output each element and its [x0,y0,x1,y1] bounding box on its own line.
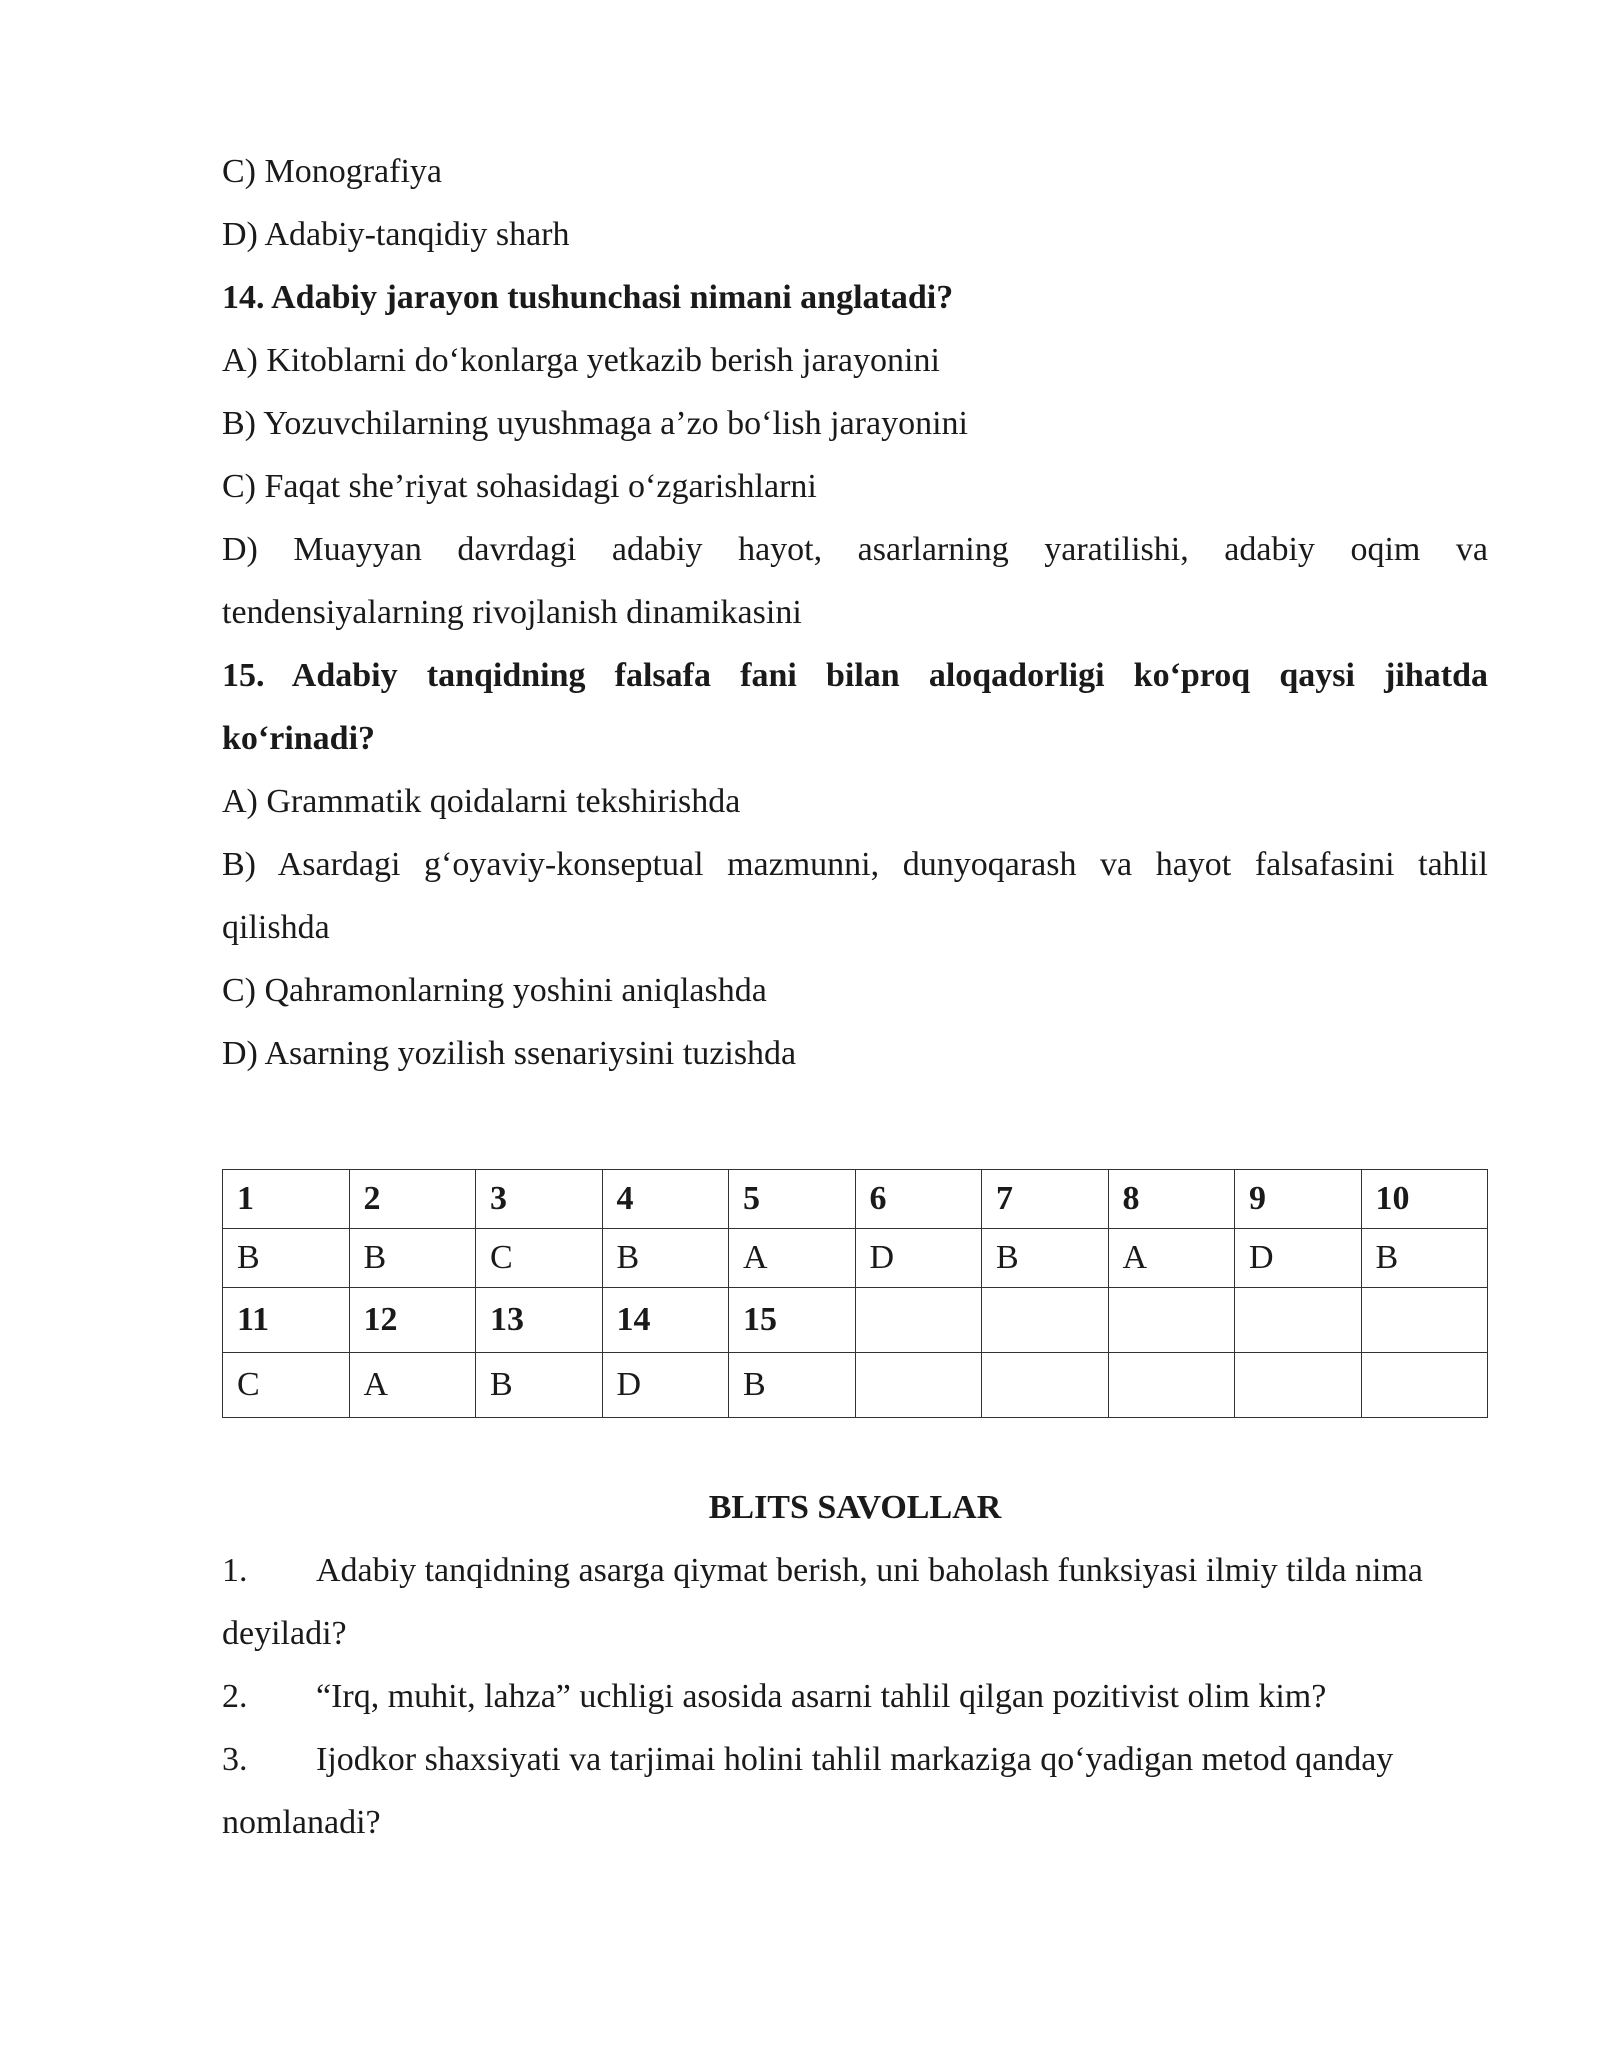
answer-cell: A [349,1353,476,1418]
question-number-cell: 8 [1108,1170,1235,1229]
question-number-cell: 14 [602,1288,729,1353]
question-number-cell: 12 [349,1288,476,1353]
blitz-question-3-continuation: nomlanadi? [222,1804,381,1841]
q15-option-a: A) Grammatik qoidalarni tekshirishda [222,783,741,820]
blitz-question-text: Ijodkor shaxsiyati va tarjimai holini tahlil markaziga qo‘yadigan metod qanday [316,1741,1394,1778]
answer-key-table [222,1169,1488,1418]
empty-cell [1235,1288,1362,1353]
empty-cell [855,1288,982,1353]
answer-cell: D [855,1229,982,1288]
answer-cell: C [223,1353,350,1418]
question-number-cell: 10 [1361,1170,1488,1229]
question-number-cell: 1 [223,1170,350,1229]
question-number-cell: 13 [476,1288,603,1353]
empty-cell [1361,1353,1488,1418]
answer-key-numbers-row-1 [223,1170,1488,1229]
answer-cell: B [982,1229,1109,1288]
q15-question-line1: 15. Adabiy tanqidning falsafa fani bilan aloqadorligi ko‘proq qaysi jihatda [222,657,1488,694]
q14-question: 14. Adabiy jarayon tushunchasi nimani anglatadi? [222,279,954,316]
answer-cell: D [602,1353,729,1418]
q15-option-d: D) Asarning yozilish ssenariysini tuzishda [222,1035,797,1072]
blitz-question-3 [222,1728,1488,1791]
answer-cell: B [349,1229,476,1288]
question-number-cell: 5 [729,1170,856,1229]
blitz-question-1 [222,1539,1488,1602]
answer-cell: B [602,1229,729,1288]
empty-cell [1235,1353,1362,1418]
q13-option-c: C) Monografiya [222,153,443,190]
empty-cell [1108,1353,1235,1418]
q15-option-b-line1: B) Asardagi g‘oyaviy-konseptual mazmunni, dunyoqarash va hayot falsafasini tahlil [222,846,1488,883]
question-number-cell: 15 [729,1288,856,1353]
empty-cell [1361,1288,1488,1353]
question-number-cell: 2 [349,1170,476,1229]
question-number-cell: 9 [1235,1170,1362,1229]
answer-cell: A [1108,1229,1235,1288]
answer-cell: B [476,1353,603,1418]
blitz-section-title: BLITS SAVOLLAR [708,1489,1002,1526]
blitz-question-list [222,1539,1488,1854]
question-number-cell: 11 [223,1288,350,1353]
empty-cell [1108,1288,1235,1353]
blitz-question-text: “Irq, muhit, lahza” uchligi asosida asarni tahlil qilgan pozitivist olim kim? [316,1678,1327,1715]
question-number-cell: 7 [982,1170,1109,1229]
blitz-question-2 [222,1665,1488,1728]
blitz-question-number: 2. [222,1678,248,1715]
blitz-question-1-continuation: deyiladi? [222,1615,347,1652]
answer-cell: C [476,1229,603,1288]
document-page [222,140,1488,1854]
question-number-cell: 3 [476,1170,603,1229]
answer-key-numbers-row-2 [223,1288,1488,1353]
q15-option-b-line2: qilishda [222,909,330,946]
q14-option-d-line2: tendensiyalarning rivojlanish dinamikasini [222,594,802,631]
question-number-cell: 6 [855,1170,982,1229]
blitz-question-text: Adabiy tanqidning asarga qiymat berish, uni baholash funksiyasi ilmiy tilda nima [316,1552,1424,1589]
empty-cell [982,1353,1109,1418]
empty-cell [982,1288,1109,1353]
q15-option-c: C) Qahramonlarning yoshini aniqlashda [222,972,767,1009]
q13-option-d: D) Adabiy-tanqidiy sharh [222,216,570,253]
q15-question-line2: ko‘rinadi? [222,720,376,757]
question-number-cell: 4 [602,1170,729,1229]
answer-key-answers-row-1 [223,1229,1488,1288]
blitz-question-number: 1. [222,1552,248,1589]
q14-option-b: B) Yozuvchilarning uyushmaga a’zo bo‘lish jarayonini [222,405,968,442]
blitz-question-number: 3. [222,1741,248,1778]
answer-cell: B [729,1353,856,1418]
q14-option-a: A) Kitoblarni do‘konlarga yetkazib berish jarayonini [222,342,940,379]
answer-key-answers-row-2 [223,1353,1488,1418]
answer-cell: B [223,1229,350,1288]
answer-cell: A [729,1229,856,1288]
q14-option-c: C) Faqat she’riyat sohasidagi o‘zgarishlarni [222,468,817,505]
answer-cell: D [1235,1229,1362,1288]
empty-cell [855,1353,982,1418]
answer-cell: B [1361,1229,1488,1288]
q14-option-d-line1: D) Muayyan davrdagi adabiy hayot, asarlarning yaratilishi, adabiy oqim va [222,531,1488,568]
